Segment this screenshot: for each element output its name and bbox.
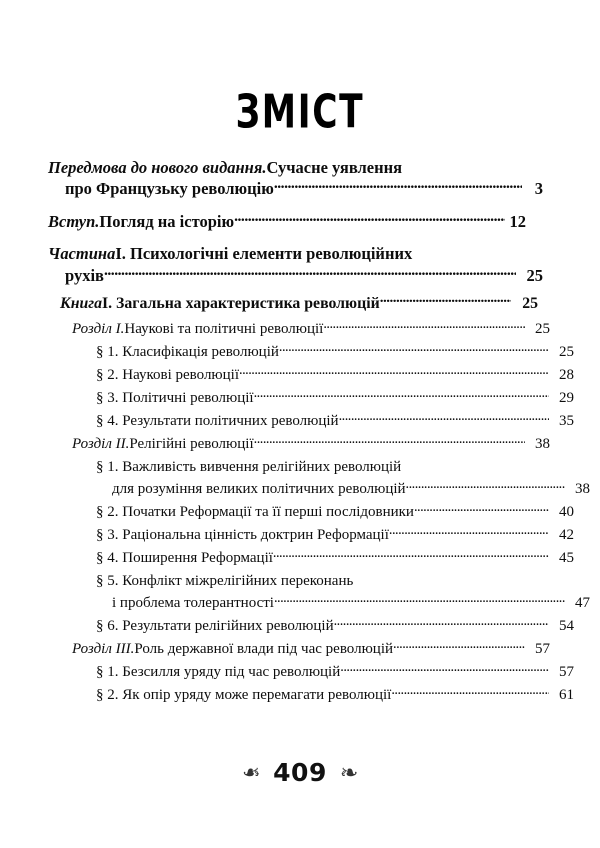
toc-entry-line [96,547,574,569]
toc-entry-line [72,318,550,340]
toc-entry-text: Релігійні революції [129,436,254,453]
page-number: 35 [559,413,574,430]
toc-entry-label: Розділ І. [72,321,125,338]
toc-entry[interactable] [48,243,543,286]
dot-leader [391,684,549,699]
toc-entry[interactable] [48,456,590,500]
toc-entry-label: Розділ ІІІ. [72,641,135,658]
dot-leader [393,638,525,653]
toc-entry-text: § 6. Результати релігійних революцій [96,618,334,635]
page-number: 25 [526,265,543,285]
page-number: 25 [535,321,550,338]
toc-entry[interactable] [48,433,550,455]
dot-leader [334,615,549,630]
toc-entry-text: § 2. Початки Реформації та її перші послідовники [96,504,414,521]
toc-entry[interactable] [48,501,574,523]
toc-entry-text: § 1. Важливість вивчення релігійних революцій [96,459,402,476]
table-of-contents [48,156,590,707]
dot-leader [323,318,525,333]
dot-leader [380,293,511,309]
toc-entry-text: § 5. Конфлікт міжрелігійних переконань [96,573,354,590]
toc-entry[interactable] [48,661,574,683]
toc-entry-label: Передмова до нового видання. [48,157,267,177]
page-number: 12 [509,211,526,231]
page-title: ЗМІСТ [235,85,365,139]
toc-entry-text: § 2. Як опір уряду може перемагати революції [96,687,392,704]
dot-leader [274,178,522,195]
dot-leader [414,501,549,516]
page-number: 47 [575,595,590,612]
toc-entry-label: Частина [48,244,116,263]
toc-entry[interactable] [48,524,574,546]
toc-entry-line [96,387,574,409]
page-number: 28 [559,367,574,384]
toc-entry-line [48,210,526,232]
toc-entry-text: § 4. Результати політичних революцій [96,413,339,430]
page-number: 57 [535,641,550,658]
toc-entry-label: Вступ. [48,211,100,231]
page-number: 29 [559,390,574,407]
toc-entry-label: Розділ ІІ. [72,436,130,453]
toc-entry[interactable] [48,341,574,363]
toc-entry-line [48,243,526,265]
toc-entry[interactable] [48,684,574,706]
toc-entry-line [96,478,590,500]
page-number: 25 [559,344,574,361]
page-number: 45 [559,550,574,567]
flourish-left-icon: ❧ [241,759,261,785]
toc-entry-line [96,661,574,683]
dot-leader [406,478,565,493]
toc-entry-text: Погляд на історію [99,211,235,231]
toc-entry[interactable] [48,410,574,432]
toc-entry-text: § 3. Раціональна цінність доктрин Реформації [96,527,389,544]
toc-entry-text: Роль державної влади під час революцій [134,641,394,658]
page-number: 57 [559,664,574,681]
toc-entry-line [96,684,574,706]
toc-entry-text: для розуміння великих політичних революцій [112,481,406,498]
toc-entry-text: Наукові та політичні революції [124,321,324,338]
toc-entry-text: § 4. Поширення Реформації [96,550,273,567]
toc-entry-line [72,433,550,455]
toc-entry[interactable] [48,293,538,315]
toc-entry[interactable] [48,570,590,614]
toc-entry-line [96,341,574,363]
page-number: 38 [575,481,590,498]
toc-entry-line [72,638,550,660]
toc-entry-line [96,615,574,637]
dot-leader [340,661,549,676]
toc-entry-text: § 3. Політичні революції [96,390,254,407]
dot-leader [279,341,549,356]
page-number: 42 [559,527,574,544]
page-number: 61 [559,687,574,704]
folio-number: 409 [273,758,327,787]
dot-leader [104,264,516,281]
toc-entry-line [60,293,538,315]
toc-entry-line [48,178,543,200]
dot-leader [274,592,565,607]
toc-entry-line [48,264,543,286]
toc-entry[interactable] [48,615,574,637]
dot-leader [234,210,505,227]
toc-entry-line [96,501,574,523]
dot-leader [273,547,549,562]
toc-entry-text: § 1. Безсилля уряду під час революцій [96,664,341,681]
toc-entry-text: про Французьку революцію [65,179,274,198]
toc-entry[interactable] [48,318,550,340]
dot-leader [239,364,549,379]
toc-entry-line [96,364,574,386]
toc-entry-line [96,410,574,432]
toc-entry-text: І. Загальна характеристика революцій [102,295,380,313]
page-number: 25 [522,295,538,313]
toc-entry[interactable] [48,156,543,199]
toc-entry[interactable] [48,638,550,660]
toc-entry[interactable] [48,210,526,232]
toc-entry-text: рухів [65,265,104,285]
page-number: 38 [535,436,550,453]
toc-entry-text: І. Психологічні елементи революційних [115,244,413,263]
flourish-right-icon: ❧ [339,759,359,785]
toc-entry-text: § 1. Класифікація революцій [96,344,279,361]
toc-entry-line [96,570,574,592]
toc-entry-line [96,524,574,546]
dot-leader [254,387,549,402]
toc-entry-text: і проблема толерантності [112,595,274,612]
toc-entry-label: Книга [60,295,102,313]
toc-entry-text: § 2. Наукові революції [96,367,239,384]
page-number: 40 [559,504,574,521]
toc-entry-line [96,592,590,614]
toc-entry-line [48,156,526,178]
toc-entry[interactable] [48,387,574,409]
dot-leader [339,410,549,425]
toc-entry-text: Сучасне уявлення [266,157,403,177]
page-number: 3 [534,179,543,198]
toc-entry-line [96,456,574,478]
toc-entry[interactable] [48,547,574,569]
page-number: 54 [559,618,574,635]
toc-entry[interactable] [48,364,574,386]
dot-leader [389,524,549,539]
page-footer [0,760,600,785]
dot-leader [254,433,525,448]
